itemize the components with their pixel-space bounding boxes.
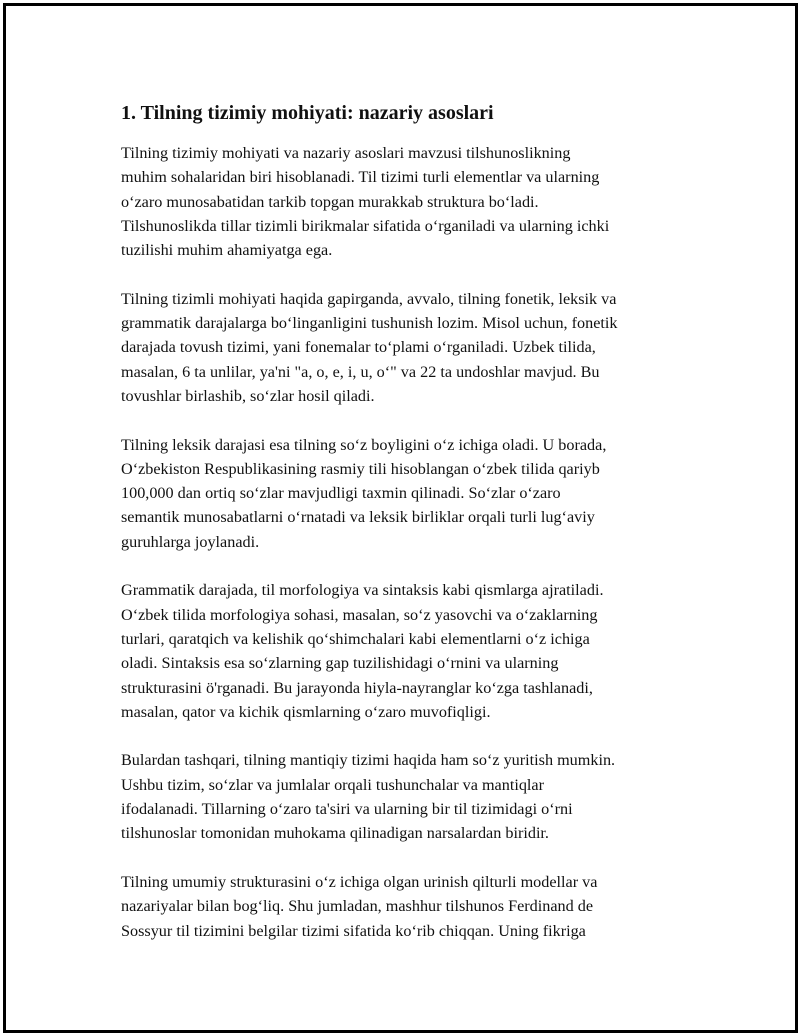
section-heading: 1. Tilning tizimiy mohiyati: nazariy asoslari: [121, 102, 494, 124]
paragraph: Tilning leksik darajasi esa tilning so‘z boyligini o‘z ichiga oladi. U borada, O‘zbekiston Respublikasining rasmiy tili hisoblangan o‘zbek tilida qariyb 100,000 dan ortiq so‘zlar mavjudligi taxmin qilinadi. So‘zlar o‘zaro semantik munosabatlarni o‘rnatadi va leksik birliklar orqali turli lug‘aviy guruhlarga joylanadi.: [121, 435, 607, 551]
document-body: [121, 101, 701, 967]
paragraph: Tilning tizimli mohiyati haqida gapirganda, avvalo, tilning fonetik, leksik va grammatik darajalarga bo‘linganligini tushunish lozim. Misol uchun, fonetik darajada tovush tizimi, yani fonemalar to‘plami o‘rganiladi. Uzbek tilida, masalan, 6 ta unlilar, ya'ni "a, o, e, i, u, o‘" va 22 ta undoshlar mavjud. Bu tovushlar birlashib, so‘zlar hosil qiladi.: [121, 289, 618, 405]
paragraph: Bulardan tashqari, tilning mantiqiy tizimi haqida ham so‘z yuritish mumkin. Ushbu tizim, so‘zlar va jumlalar orqali tushunchalar va mantiqlar ifodalanadi. Tillarning o‘zaro ta'siri va ularning bir til tizimidagi o‘rni tilshunoslar tomonidan muhokama qilinadigan narsalardan biridir.: [121, 751, 616, 843]
paragraph: Tilning umumiy strukturasini o‘z ichiga olgan urinish qilturli modellar va nazariyalar bilan bog‘liq. Shu jumladan, mashhur tilshunos Ferdinand de Sossyur til tizimini belgilar tizimi sifatida ko‘rib chiqqan. Uning fikriga: [121, 872, 598, 940]
paragraph: Grammatik darajada, til morfologiya va sintaksis kabi qismlarga ajratiladi. O‘zbek tilida morfologiya sohasi, masalan, so‘z yasovchi va o‘zaklarning turlari, qaratqich va kelishik qo‘shimchalari kabi elementlarni o‘z ichiga oladi. Sintaksis esa so‘zlarning gap tuzilishidagi o‘rnini va ularning strukturasini ö'rganadi. Bu jarayonda hiyla-nayranglar ko‘zga tashlanadi, masalan, qator va kichik qismlarning o‘zaro muvofiqligi.: [121, 581, 604, 721]
page-frame: [3, 3, 798, 1033]
paragraph: Tilning tizimiy mohiyati va nazariy asoslari mavzusi tilshunoslikning muhim sohalaridan biri hisoblanadi. Til tizimi turli elementlar va ularning o‘zaro munosabatidan tarkib topgan murakkab struktura bo‘ladi. Tilshunoslikda tillar tizimli birikmalar sifatida o‘rganiladi va ularning ichki tuzilishi muhim ahamiyatga ega.: [121, 144, 610, 260]
